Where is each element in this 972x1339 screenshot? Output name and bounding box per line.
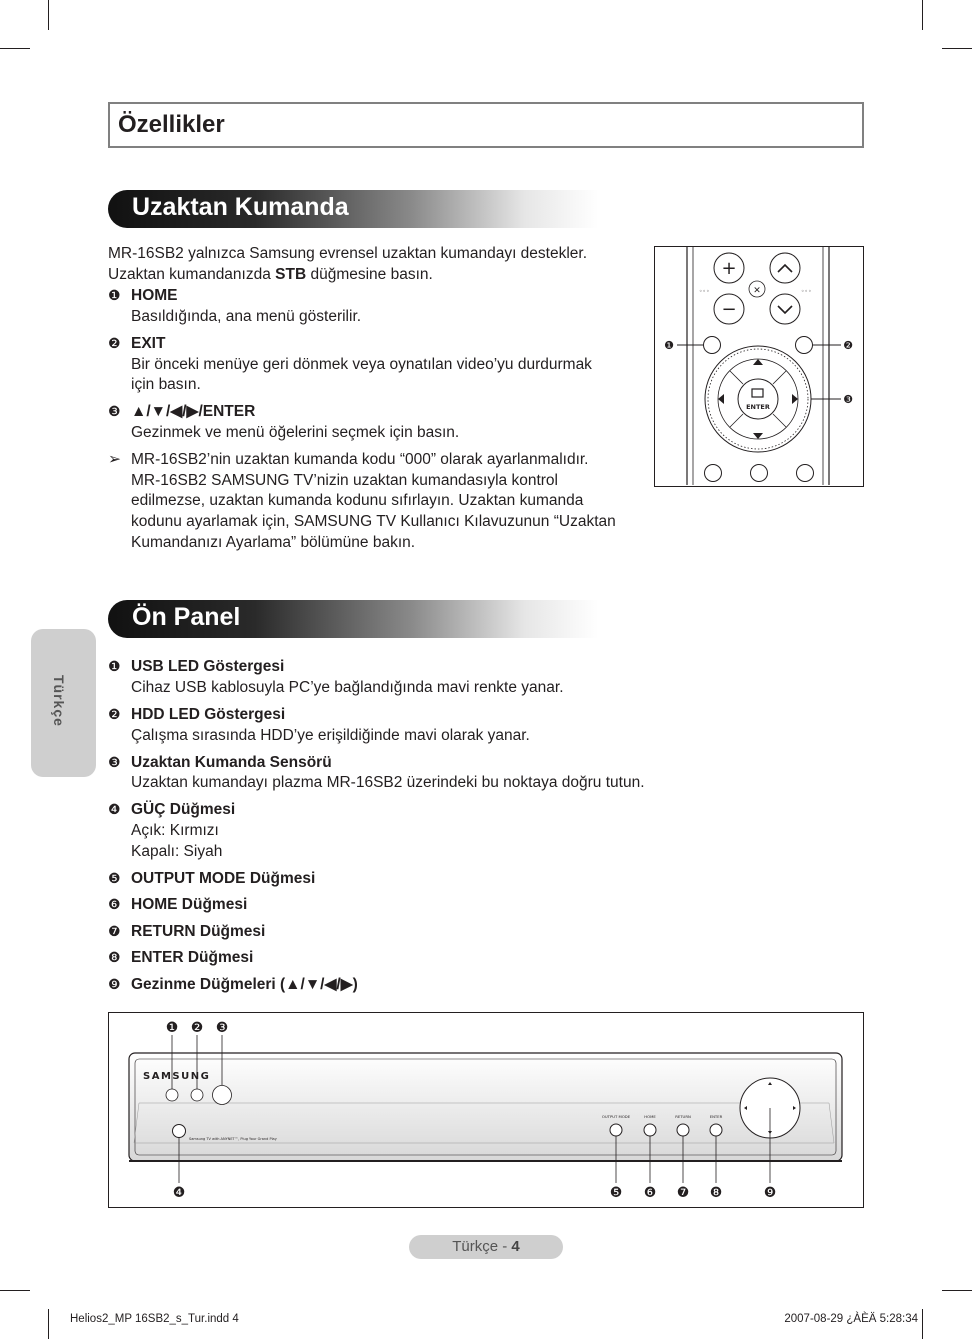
output-mode-label: OUTPUT MODE [601,1114,631,1119]
item-desc: Kapalı: Siyah [131,843,223,860]
remote-intro-line2 [108,264,433,285]
footer-timestamp: 2007-08-29 ¿ÀÈÄ 5:28:34 [784,1313,918,1325]
page-number-value: 4 [511,1238,520,1255]
item-number: ❷ [108,335,121,351]
front-panel-drawing [109,1013,862,1206]
crop-mark [922,1309,923,1339]
brand-logo: SAMSUNG [143,1071,211,1082]
section-title-panel: Ön Panel [132,603,241,631]
page-number [409,1235,563,1259]
svg-text:✕: ✕ [753,286,761,296]
panel-callout-3: ❸ [215,1020,229,1036]
item-title: OUTPUT MODE Düğmesi [131,870,316,887]
panel-callout-9: ❾ [763,1185,777,1201]
remote-illustration [654,246,864,487]
callout-1: ❶ [664,339,674,352]
crop-mark [922,0,923,30]
item-title: ENTER Düğmesi [131,949,254,966]
item-title: HOME [131,287,178,304]
page-title: Özellikler [118,111,225,138]
language-tab-label: Türkçe [51,675,67,727]
enter-label: ENTER [709,1114,723,1119]
svg-text:◦◦◦: ◦◦◦ [801,288,812,295]
item-title: Gezinme Düğmeleri (▲/▼/◀/▶) [131,976,358,993]
note-line: edilmezse, uzaktan kumanda kodunu sıfırlayın. Uzaktan kumanda [131,492,584,509]
panel-callout-8: ❽ [709,1185,723,1201]
item-title: GÜÇ Düğmesi [131,801,236,818]
item-number: ❸ [108,403,121,419]
callout-2: ❷ [843,339,853,352]
enter-label: ENTER [746,403,770,411]
item-title: EXIT [131,335,166,352]
item-number: ❷ [108,706,121,722]
section-header-remote [108,190,598,228]
return-label: RETURN [675,1114,691,1119]
callout-3: ❸ [843,393,853,406]
item-title: RETURN Düğmesi [131,923,266,940]
item-desc: Gezinmek ve menü öğelerini seçmek için basın. [131,424,460,441]
item-title: ▲/▼/◀/▶/ENTER [131,403,256,420]
remote-intro-line1: MR-16SB2 yalnızca Samsung evrensel uzaktan kumandayı destekler. [108,245,588,262]
item-desc: Bir önceki menüye geri dönmek veya oynatılan video’yu durdurmak [131,356,592,373]
panel-callout-5: ❺ [609,1185,623,1201]
item-number: ❹ [108,801,121,817]
crop-mark [48,1309,49,1339]
note-line: MR-16SB2’nin uzaktan kumanda kodu “000” olarak ayarlanmalıdır. [131,451,589,468]
item-number: ❸ [108,754,121,770]
intro-text: düğmesine basın. [306,266,433,283]
front-panel-illustration [108,1012,864,1208]
item-title: HDD LED Göstergesi [131,706,286,723]
section-header-panel [108,600,598,638]
item-number: ❶ [108,658,121,674]
item-desc: Cihaz USB kablosuyla PC’ye bağlandığında mavi renkte yanar. [131,679,564,696]
item-number: ❽ [108,949,121,965]
item-desc: Açık: Kırmızı [131,822,219,839]
item-number: ❺ [108,870,121,886]
note-line: kodunu ayarlamak için, SAMSUNG TV Kullanıcı Kılavuzunun “Uzaktan [131,513,616,530]
item-desc: Uzaktan kumandayı plazma MR-16SB2 üzerindeki bu noktaya doğru tutun. [131,774,645,791]
crop-mark [0,1290,30,1291]
crop-mark [942,48,972,49]
remote-drawing [655,247,862,485]
item-desc: için basın. [131,376,201,393]
item-desc: Basıldığında, ana menü gösterilir. [131,308,362,325]
home-label: HOME [644,1114,656,1119]
page-number-prefix: Türkçe - [452,1238,512,1255]
panel-callout-7: ❼ [676,1185,690,1201]
panel-callout-2: ❷ [190,1020,204,1036]
item-desc: Çalışma sırasında HDD’ye erişildiğinde mavi olarak yanar. [131,727,530,744]
item-title: HOME Düğmesi [131,896,248,913]
item-number: ❼ [108,923,121,939]
item-number: ❻ [108,896,121,912]
page-title-box [108,102,864,148]
note-line: MR-16SB2 SAMSUNG TV’nizin uzaktan kumandasıyla kontrol [131,472,558,489]
panel-callout-6: ❻ [643,1185,657,1201]
panel-callout-4: ❹ [172,1185,186,1201]
footer-filename: Helios2_MP 16SB2_s_Tur.indd 4 [70,1313,239,1325]
note-line: Kumandanızı Ayarlama” bölümüne bakın. [131,534,416,551]
intro-text: Uzaktan kumandanızda [108,266,276,283]
crop-mark [942,1290,972,1291]
note-arrow-icon: ➢ [108,451,121,468]
item-number: ❶ [108,287,121,303]
svg-text:−: − [721,299,737,320]
section-title-remote: Uzaktan Kumanda [132,193,349,221]
svg-text:+: + [721,258,737,279]
crop-mark [48,0,49,30]
item-number: ❾ [108,976,121,992]
crop-mark [0,48,30,49]
power-caption: Samsung TV with ANYNET™, Plug Your Grand Play [189,1137,277,1141]
svg-text:◦◦◦: ◦◦◦ [699,288,710,295]
stb-label: STB [275,266,307,283]
panel-callout-1: ❶ [165,1020,179,1036]
item-title: USB LED Göstergesi [131,658,285,675]
item-title: Uzaktan Kumanda Sensörü [131,754,332,771]
language-tab [31,629,96,777]
